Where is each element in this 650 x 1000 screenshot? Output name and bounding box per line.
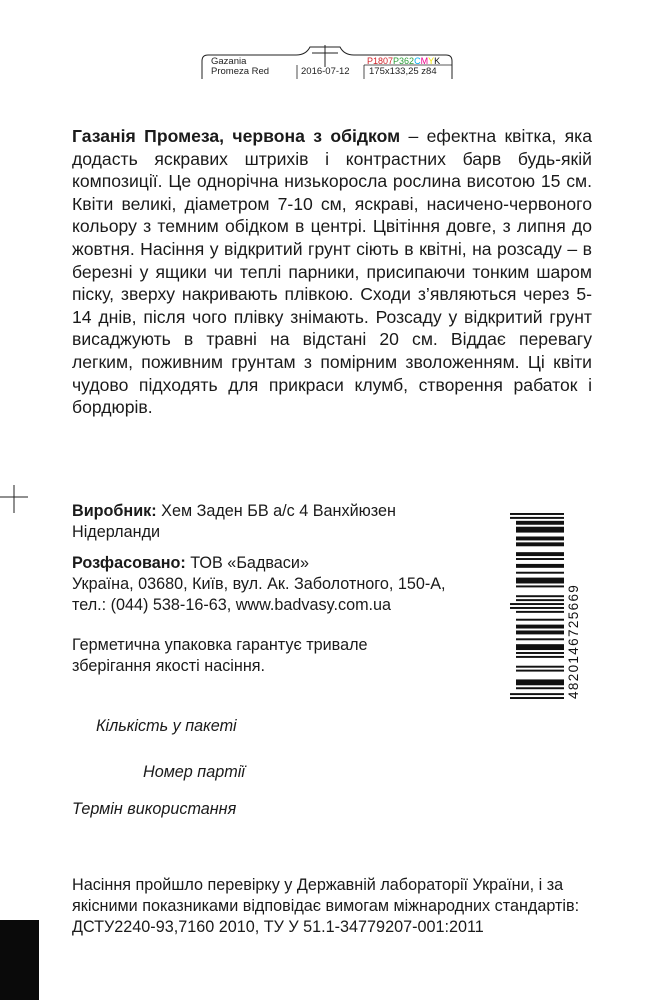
print-tab xyxy=(200,45,454,81)
barcode-bar xyxy=(516,572,564,574)
description-body: – ефектна квітка, яка додасть яскравих штрихів і контрастних барв будь-якій композиції. Це однорічна низькоросла рослина висотою 15 см. Квіти великі, діаметром 7-10 см, яскраві, насичено-червоного кольору з темним обідком в центрі. Цвітіння довге, з липня до жовтня. Насіння у відкритий грунт сіють в квітні, на розсаду – в березні у ящики чи теплі парники, присипаючи тонким шаром піску, зверху накривають плівкою. Сходи з’являються через 5-14 днів, після чого плівку знімають. Розсаду у відкритий грунт висаджують в травні на відстані 20 см. Віддає перевагу легким, поживним грунтам з помірним зволоженням. Ці квіти чудово підходять для прикраси клумб, створення рабаток і бордюрів. xyxy=(72,126,592,418)
cert-line1: Насіння пройшло перевірку у Державній лабораторії України, і за xyxy=(72,876,564,894)
black-corner-strip xyxy=(0,920,39,1000)
certification-note xyxy=(72,875,612,938)
producer-country: Нідерланди xyxy=(72,523,161,541)
batch-field-label: Номер партії xyxy=(143,763,245,781)
barcode-bar xyxy=(516,558,564,560)
product-title: Газанія Промеза, червона з обідком xyxy=(72,126,401,146)
color-y: Y xyxy=(428,56,435,66)
barcode-bar xyxy=(516,652,564,654)
barcode-bar xyxy=(516,599,564,601)
tab-date: 2016-07-12 xyxy=(301,66,350,77)
barcode-bar xyxy=(510,697,564,699)
barcode-bar xyxy=(516,666,564,668)
barcode-bar xyxy=(516,595,564,597)
barcode-bar xyxy=(516,521,564,525)
barcode-bar xyxy=(516,552,564,556)
barcode-bar xyxy=(516,536,564,540)
color-p1: P1807 xyxy=(367,56,394,66)
barcode-bar xyxy=(516,611,564,613)
barcode-bar xyxy=(510,603,564,605)
expiry-field-label: Термін використання xyxy=(72,800,237,818)
barcode-bar xyxy=(516,585,564,587)
barcode-bar xyxy=(516,670,564,672)
barcode-bar xyxy=(510,693,564,695)
producer-label: Виробник: xyxy=(72,502,157,520)
barcode-bar xyxy=(516,625,564,629)
packer-block xyxy=(72,553,512,616)
barcode-bar xyxy=(516,687,564,689)
hermetic-note xyxy=(72,635,512,677)
barcode-bar xyxy=(516,656,564,658)
packer-contacts: тел.: (044) 538-16-63, www.badvasy.com.ua xyxy=(72,596,392,614)
tab-product-line2: Promeza Red xyxy=(211,66,270,77)
registration-mark-icon xyxy=(0,485,28,513)
barcode-bar xyxy=(516,679,564,685)
tab-color-swatches xyxy=(367,56,440,66)
packer-name: ТОВ «Бадваси» xyxy=(190,554,309,572)
description-paragraph xyxy=(72,125,592,419)
color-c: C xyxy=(414,56,421,66)
cert-line2: якісними показниками відповідає вимогам міжнародних стандартів: xyxy=(72,897,580,915)
producer-value: Хем Заден БВ а/с 4 Ванхйюзен xyxy=(161,502,396,520)
barcode-bar xyxy=(516,527,564,533)
barcode-bar xyxy=(510,513,564,515)
barcode-bar xyxy=(516,564,564,568)
cert-line3: ДСТУ2240-93,7160 2010, ТУ У 51.1-34779207-001:2011 xyxy=(72,918,484,936)
barcode-bar xyxy=(516,578,564,584)
barcode-bar xyxy=(516,542,564,546)
barcode-bar xyxy=(516,630,564,634)
barcode-bar xyxy=(516,644,564,650)
barcode-bar xyxy=(510,517,564,519)
barcode-bar xyxy=(516,638,564,640)
color-p2: P362 xyxy=(393,56,415,66)
tab-product-line1: Gazania xyxy=(211,56,247,67)
quantity-field-label: Кількість у пакеті xyxy=(96,717,237,735)
hermetic-line2: зберігання якості насіння. xyxy=(72,657,266,675)
barcode-digits: 4820146725669 xyxy=(566,583,581,699)
packer-address: Україна, 03680, Київ, вул. Ак. Заболотного, 150-А, xyxy=(72,575,446,593)
color-m: M xyxy=(420,56,429,66)
packer-label: Розфасовано: xyxy=(72,554,186,572)
barcode-bar xyxy=(516,619,564,621)
producer-block xyxy=(72,501,512,543)
color-k: K xyxy=(434,56,441,66)
tab-dimensions: 175x133,25 z84 xyxy=(369,66,437,77)
barcode-bar xyxy=(510,607,564,609)
barcode-bars xyxy=(508,513,564,699)
hermetic-line1: Герметична упаковка гарантує тривале xyxy=(72,636,368,654)
